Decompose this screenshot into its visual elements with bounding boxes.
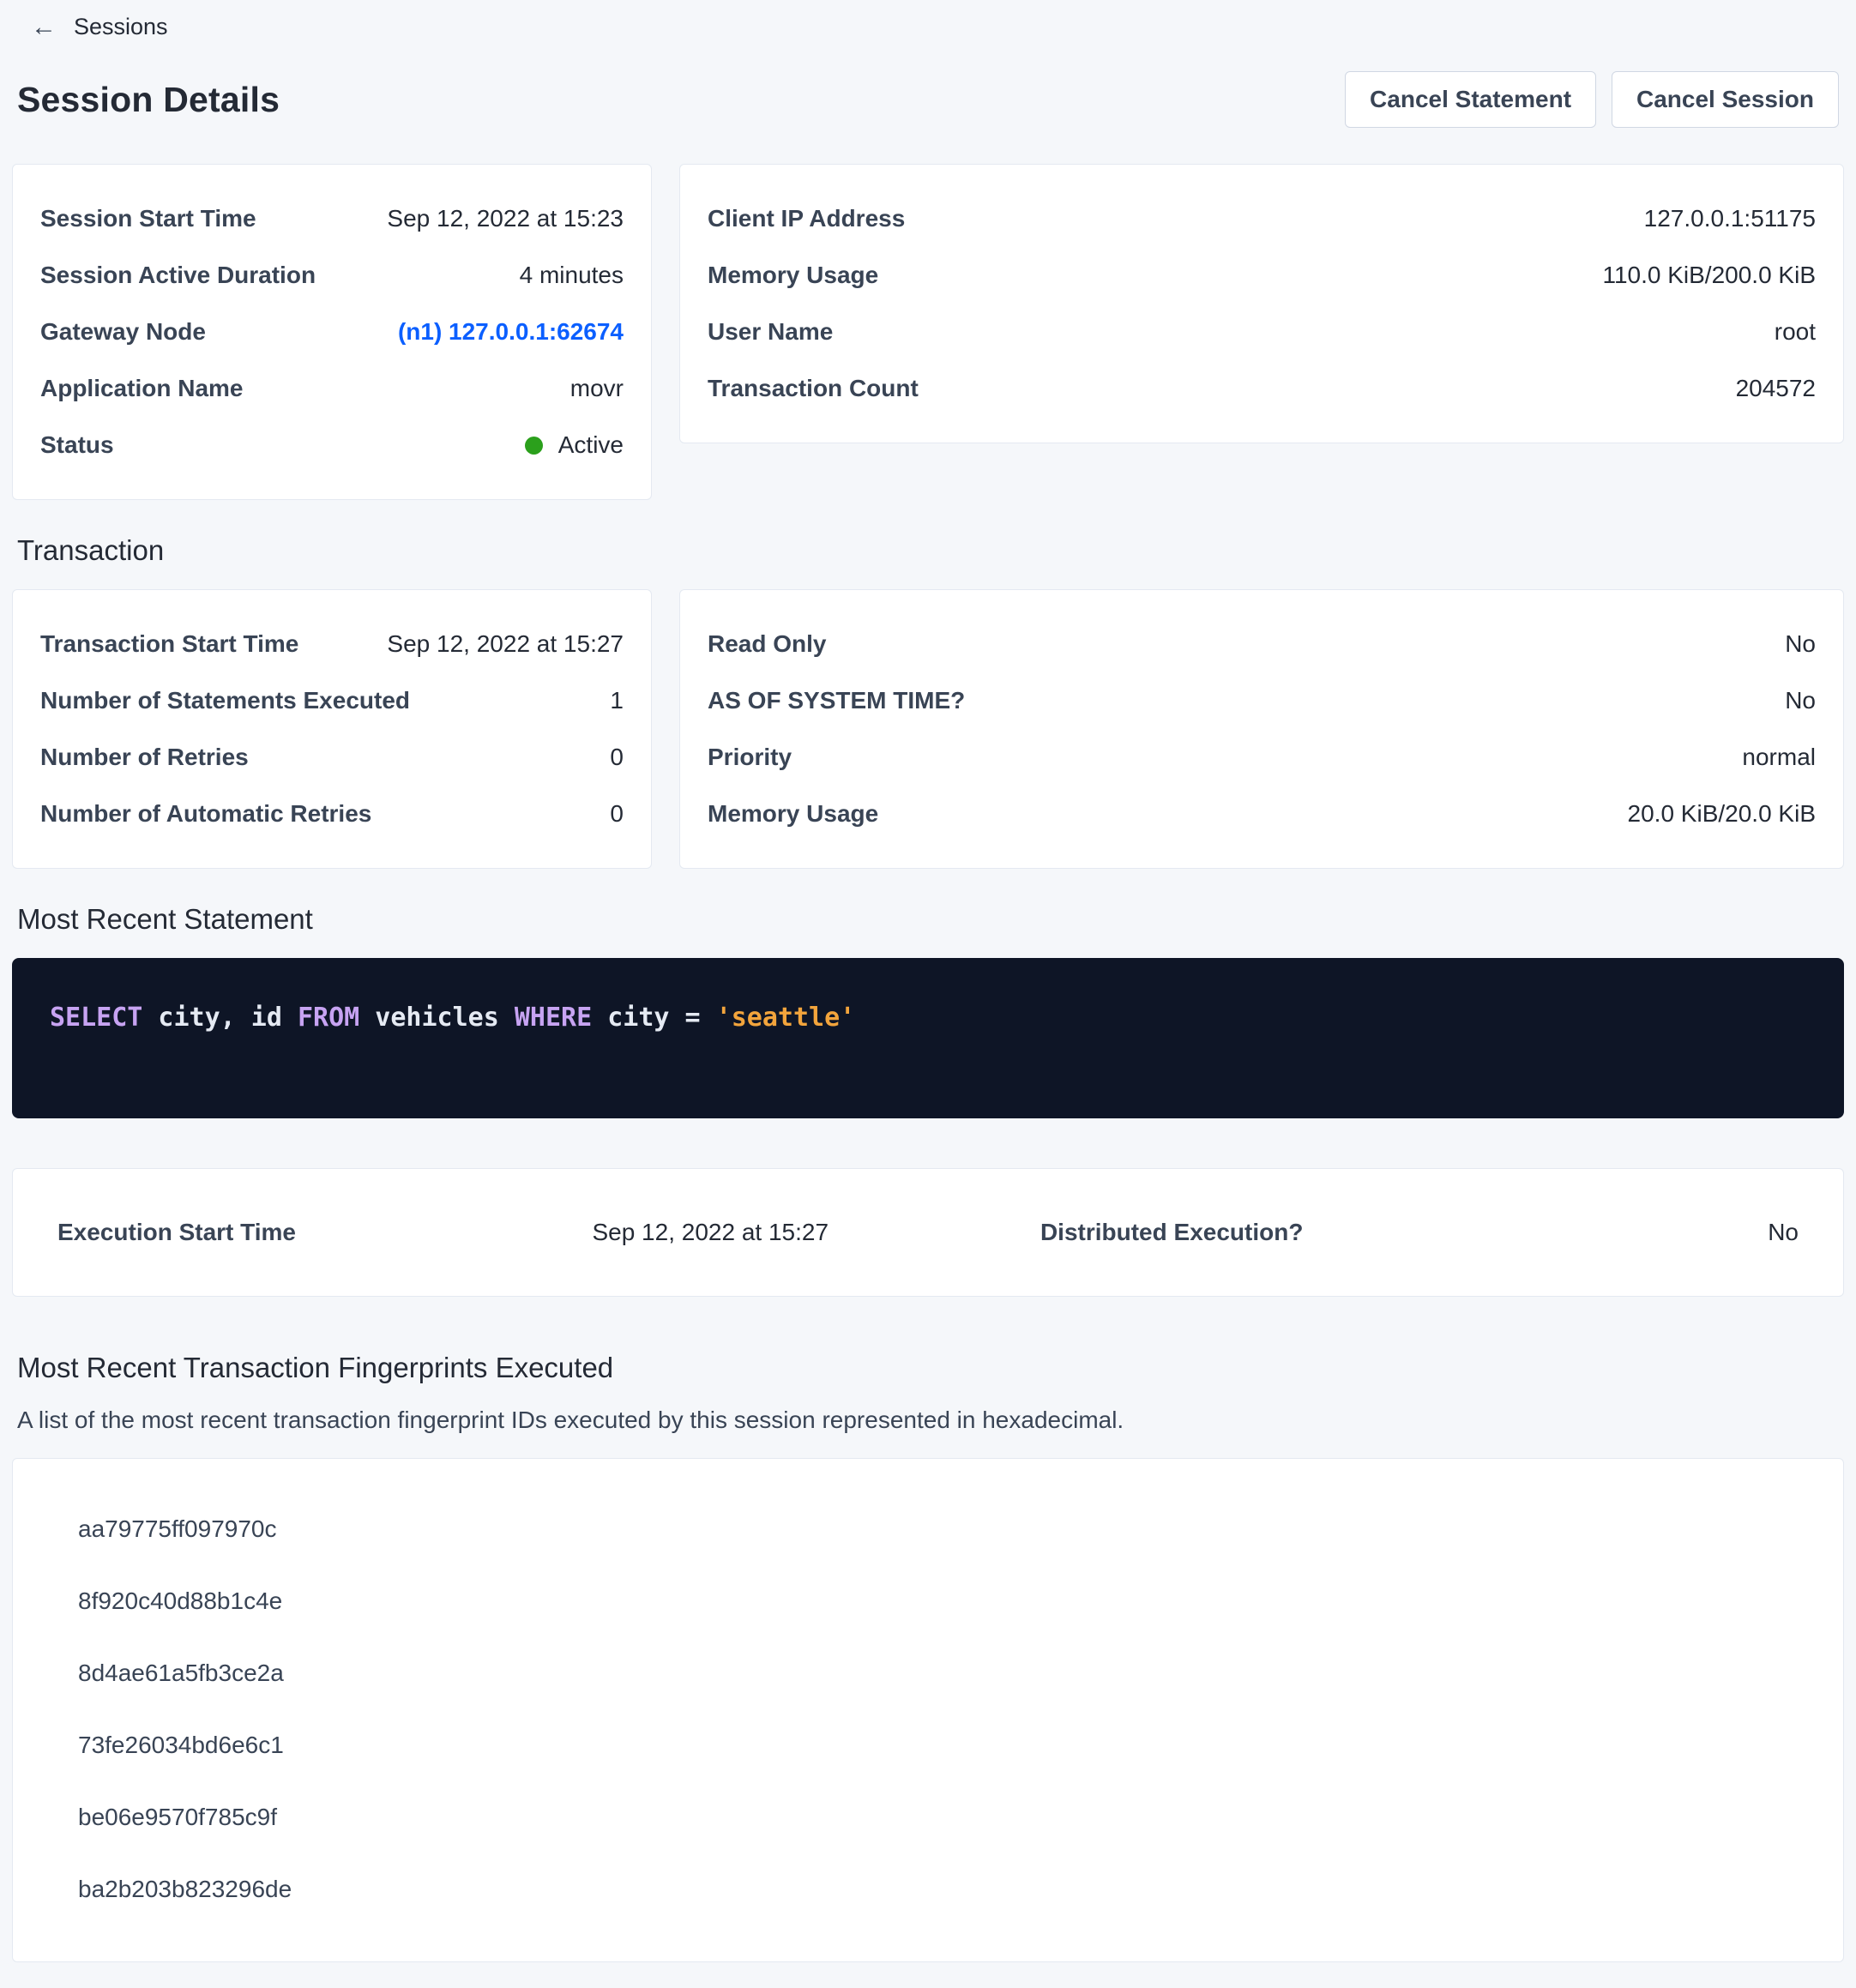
summary-row [708, 786, 1816, 842]
row-value: 0 [610, 800, 624, 827]
transaction-section-heading: Transaction [17, 534, 165, 566]
summary-row [40, 417, 624, 473]
row-label: Read Only [708, 630, 827, 657]
fingerprint-id: 8f920c40d88b1c4e [78, 1587, 283, 1614]
statement-section-heading: Most Recent Statement [17, 903, 313, 935]
fingerprint-id: aa79775ff097970c [78, 1515, 277, 1542]
row-value: root [1774, 318, 1816, 345]
page-title: Session Details [17, 79, 280, 119]
action-buttons [1345, 71, 1839, 128]
row-value: 20.0 KiB/20.0 KiB [1627, 800, 1816, 827]
execution-start-time-value: Sep 12, 2022 at 15:27 [592, 1219, 829, 1245]
row-label: Session Active Duration [40, 262, 316, 288]
row-value: 127.0.0.1:51175 [1643, 205, 1816, 232]
row-label: Priority [708, 744, 792, 770]
summary-row [40, 786, 624, 842]
transaction-card-left [12, 589, 652, 869]
summary-row [40, 672, 624, 729]
row-value: normal [1742, 744, 1816, 770]
execution-summary-card [12, 1168, 1844, 1297]
summary-row [40, 304, 624, 360]
distributed-execution-value: No [1768, 1219, 1799, 1245]
cancel-session-button[interactable]: Cancel Session [1612, 71, 1839, 128]
fingerprint-id: 73fe26034bd6e6c1 [78, 1732, 284, 1758]
status-badge: Active [557, 431, 624, 458]
row-label: AS OF SYSTEM TIME? [708, 687, 966, 714]
row-value: 1 [610, 687, 624, 714]
row-label: User Name [708, 318, 834, 345]
row-value: 0 [610, 744, 624, 770]
row-label: Status [40, 431, 114, 458]
transaction-card-right [679, 589, 1844, 869]
back-link-label: Sessions [74, 14, 168, 39]
row-value: Sep 12, 2022 at 15:23 [387, 205, 624, 232]
fingerprint-id: be06e9570f785c9f [78, 1804, 277, 1830]
row-value: No [1785, 630, 1816, 657]
row-value [398, 318, 624, 346]
back-to-sessions-link[interactable] [12, 7, 187, 47]
session-summary-grid [12, 164, 1844, 500]
summary-row [708, 304, 1816, 360]
row-label: Application Name [40, 375, 244, 401]
row-value: 204572 [1735, 375, 1816, 401]
sql-text: vehicles [359, 1003, 515, 1033]
gateway-node-link[interactable]: (n1) 127.0.0.1:62674 [397, 318, 624, 345]
fingerprint-id: 8d4ae61a5fb3ce2a [78, 1660, 284, 1686]
title-bar [17, 71, 1839, 128]
row-label: Client IP Address [708, 205, 906, 232]
row-value: No [1785, 687, 1816, 714]
session-summary-card-left [12, 164, 652, 500]
sql-text: city = [592, 1003, 716, 1033]
summary-row [708, 672, 1816, 729]
distributed-execution-label: Distributed Execution? [1039, 1219, 1304, 1245]
row-label: Number of Statements Executed [40, 687, 410, 714]
sql-keyword: WHERE [514, 1003, 593, 1033]
summary-row [40, 190, 624, 247]
sql-string-literal: 'seattle' [715, 1003, 856, 1033]
summary-row [708, 729, 1816, 786]
row-value: 4 minutes [519, 262, 624, 288]
sql-keyword: SELECT [50, 1003, 143, 1033]
summary-row [708, 360, 1816, 417]
sql-keyword: FROM [298, 1003, 360, 1033]
row-label: Session Start Time [40, 205, 256, 232]
summary-row [708, 190, 1816, 247]
summary-row [708, 247, 1816, 304]
transaction-grid [12, 589, 1844, 869]
summary-row [40, 360, 624, 417]
summary-row [40, 616, 624, 672]
execution-start-time-label: Execution Start Time [57, 1219, 297, 1245]
sql-statement [50, 1003, 1806, 1033]
summary-row [40, 247, 624, 304]
row-value: Sep 12, 2022 at 15:27 [387, 630, 624, 657]
row-label: Transaction Start Time [40, 630, 299, 657]
fingerprints-description: A list of the most recent transaction fingerprint IDs executed by this session represented in hexadecimal. [17, 1407, 1124, 1433]
row-label: Memory Usage [708, 800, 879, 827]
row-label: Transaction Count [708, 375, 919, 401]
row-label: Number of Retries [40, 744, 249, 770]
sql-text: city, id [142, 1003, 298, 1033]
row-value: 110.0 KiB/200.0 KiB [1602, 262, 1816, 288]
cancel-statement-button[interactable]: Cancel Statement [1345, 71, 1596, 128]
fingerprints-section-heading: Most Recent Transaction Fingerprints Executed [17, 1352, 614, 1383]
summary-row [40, 729, 624, 786]
status-value [525, 431, 624, 459]
summary-row [708, 616, 1816, 672]
session-summary-card-right [679, 164, 1844, 443]
row-label: Memory Usage [708, 262, 879, 288]
sql-statement-box [12, 958, 1844, 1118]
row-value: movr [569, 375, 624, 401]
row-label: Gateway Node [40, 318, 206, 345]
status-active-dot-icon [525, 437, 543, 455]
back-arrow-icon: ← [31, 12, 57, 41]
fingerprint-id: ba2b203b823296de [78, 1876, 292, 1902]
row-label: Number of Automatic Retries [40, 800, 372, 827]
fingerprints-card [12, 1458, 1844, 1962]
